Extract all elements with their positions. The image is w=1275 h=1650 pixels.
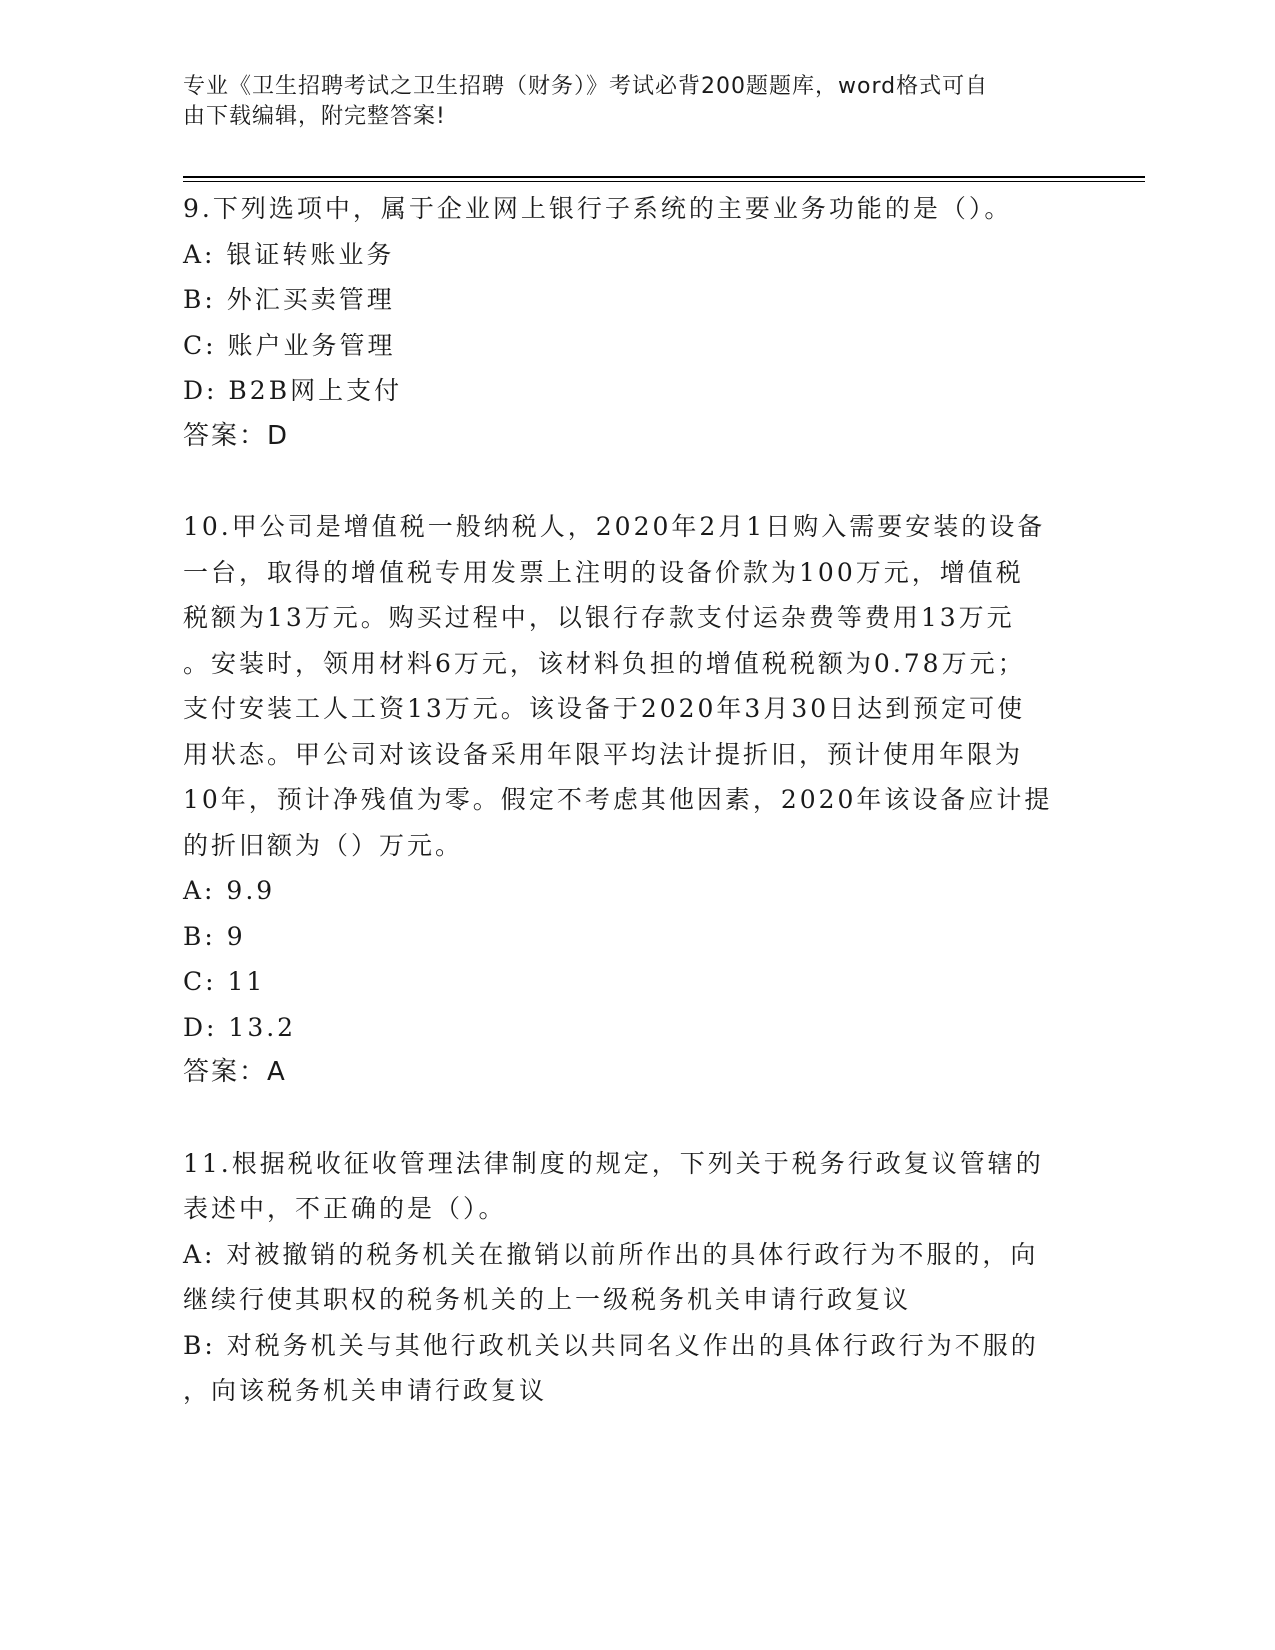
option-c: C: 账户业务管理	[183, 330, 396, 360]
question-text: 10.甲公司是增值税一般纳税人，2020年2月1日购入需要安装的设备 一台，取得的增值税专用发票上注明的设备价款为100万元，增值税 税额为13万元。购买过程中，以银行存款支付运杂费等费用13万元 。安装时，领用材料6万元，该材料负担的增值税税额为0.78万元； 支付安装工人工资13万元。该设备于2020年3月30日达到预定可使 用状态。甲公司对该设备采用年限平均法计提折旧，预计使用年限为 10年，预计净残值为零。假定不考虑其他因素，2020年该设备应计提 的折旧额为（）万元。	[183, 512, 1053, 860]
option-d: D: 13.2	[183, 1012, 297, 1042]
option-a: A: 对被撤销的税务机关在撤销以前所作出的具体行政行为不服的，向 继续行使其职权的税务机关的上一级税务机关申请行政复议	[183, 1239, 1039, 1314]
document-header: 专业《卫生招聘考试之卫生招聘（财务）》考试必背200题题库，word格式可自 由下载编辑，附完整答案!	[183, 74, 989, 129]
question-10	[183, 504, 1083, 1096]
option-c: C: 11	[183, 967, 266, 996]
question-text: 9.下列选项中，属于企业网上银行子系统的主要业务功能的是（）。	[183, 194, 1013, 223]
option-a: A: 9.9	[183, 876, 276, 905]
option-b: B: 对税务机关与其他行政机关以共同名义作出的具体行政行为不服的 ，向该税务机关申请行政复议	[183, 1330, 1039, 1405]
question-11	[183, 1141, 1083, 1414]
question-spacer	[183, 1096, 1083, 1141]
option-b: B: 外汇买卖管理	[183, 285, 395, 314]
option-b: B: 9	[183, 921, 246, 951]
header-divider-thin	[183, 181, 1145, 182]
question-spacer	[183, 459, 1083, 504]
option-a: A: 银证转账业务	[183, 239, 395, 269]
question-9	[183, 186, 1083, 459]
answer-line: 答案：A	[183, 1057, 287, 1087]
question-text: 11.根据税收征收管理法律制度的规定，下列关于税务行政复议管辖的 表述中，不正确的是（）。	[183, 1148, 1044, 1223]
option-d: D: B2B网上支付	[183, 376, 403, 405]
header-divider-thick	[183, 176, 1145, 178]
question-list	[183, 186, 1083, 1414]
answer-line: 答案：D	[183, 420, 290, 451]
